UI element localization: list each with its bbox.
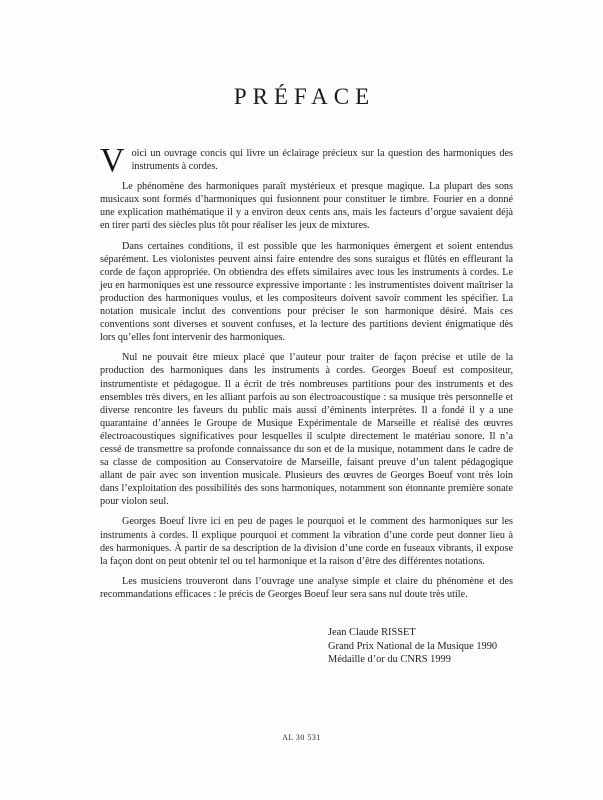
signature-award-2: Médaille d’or du CNRS 1999 bbox=[328, 654, 451, 666]
preface-paragraph-1: Le phénomène des harmoniques paraît mystérieux et presque magique. La plupart des sons musicaux sont formés d’harmoniques qui fusionnent pour constituer le timbre. Fourier en a donné une explication mathématique il y a environ deux cents ans, mais les facteurs d’orgue savaient déjà en tirer parti des siècles plus tôt pour réaliser les jeux de mixtures. bbox=[100, 181, 513, 232]
signature-name: Jean Claude RISSET bbox=[328, 627, 416, 638]
plate-number: AL 30 531 bbox=[282, 733, 321, 742]
preface-paragraph-4: Georges Boeuf livre ici en peu de pages le pourquoi et le comment des harmoniques sur les instruments à cordes. Il explique pourquoi et comment la vibration d’une corde peut donner lieu à des harmoniques. À partir de sa description de la division d’une corde en fuseaux vibrants, il expose la façon dont on peut obtenir tel ou tel harmonique et la raison d’être des différentes notations. bbox=[100, 516, 513, 567]
signature-award-1: Grand Prix National de la Musique 1990 bbox=[328, 640, 498, 652]
preface-paragraph-2: Dans certaines conditions, il est possible que les harmoniques émergent et soient entendus séparément. Les violonistes peuvent ainsi faire entendre des sons suraigus et flûtés en effleurant la corde de façon appropriée. On obtiendra des effets similaires avec tous les instruments à cordes. Le jeu en harmoniques est une ressource expressive importante : les instrumentistes doivent maîtriser la production des harmoniques voulus, et les compositeurs doivent savoir comment les spécifier. La notation musicale inclut des conventions pour préciser le son harmonique désiré. Mais ces conventions sont diverses et souvent confuses, et la lecture des partitions devient énigmatique dès lors qu’elles font intervenir des harmoniques. bbox=[100, 240, 513, 344]
drop-cap-letter: V bbox=[100, 142, 125, 179]
preface-body bbox=[100, 142, 513, 667]
signature-block bbox=[328, 626, 513, 667]
opening-paragraph bbox=[100, 142, 513, 179]
preface-paragraph-3: Nul ne pouvait être mieux placé que l’auteur pour traiter de façon précise et utile de la production des harmoniques dans les instruments à cordes. Georges Boeuf est compositeur, instrumentiste et pédagogue. Il a écrit de très nombreuses partitions pour des instruments et des ensembles très divers, en les alliant parfois au son électroacoustique : sa musique très personnelle et diverse rencontre les faveurs du public mais aussi d’éminents interprètes. Il a fondé il y a une quarantaine d’années le Groupe de Musique Expérimentale de Marseille et réalisé des œuvres électroacoustiques significatives pour lesquelles il sculpte directement le matériau sonore. Il n’a cessé de transmettre sa profonde connaissance du son et de la musique, notamment dans le cadre de sa classe de composition au Conservatoire de Marseille, faisant preuve d’un talent pédagogique allant de pair avec son invention musicale. Plusieurs des œuvres de Georges Boeuf vont très loin dans l’exploitation des possibilités des sons harmoniques, notamment son étonnante première sonate pour violon seul. bbox=[100, 352, 513, 508]
opening-paragraph-text: oici un ouvrage concis qui livre un éclairage précieux sur la question des harmoniques des instruments à cordes. bbox=[131, 148, 513, 173]
preface-paragraph-5: Les musiciens trouveront dans l’ouvrage une analyse simple et claire du phénomène et des recommandations efficaces : le précis de Georges Boeuf leur sera sans nul doute très utile. bbox=[100, 575, 513, 600]
page-title: PRÉFACE bbox=[233, 84, 376, 109]
